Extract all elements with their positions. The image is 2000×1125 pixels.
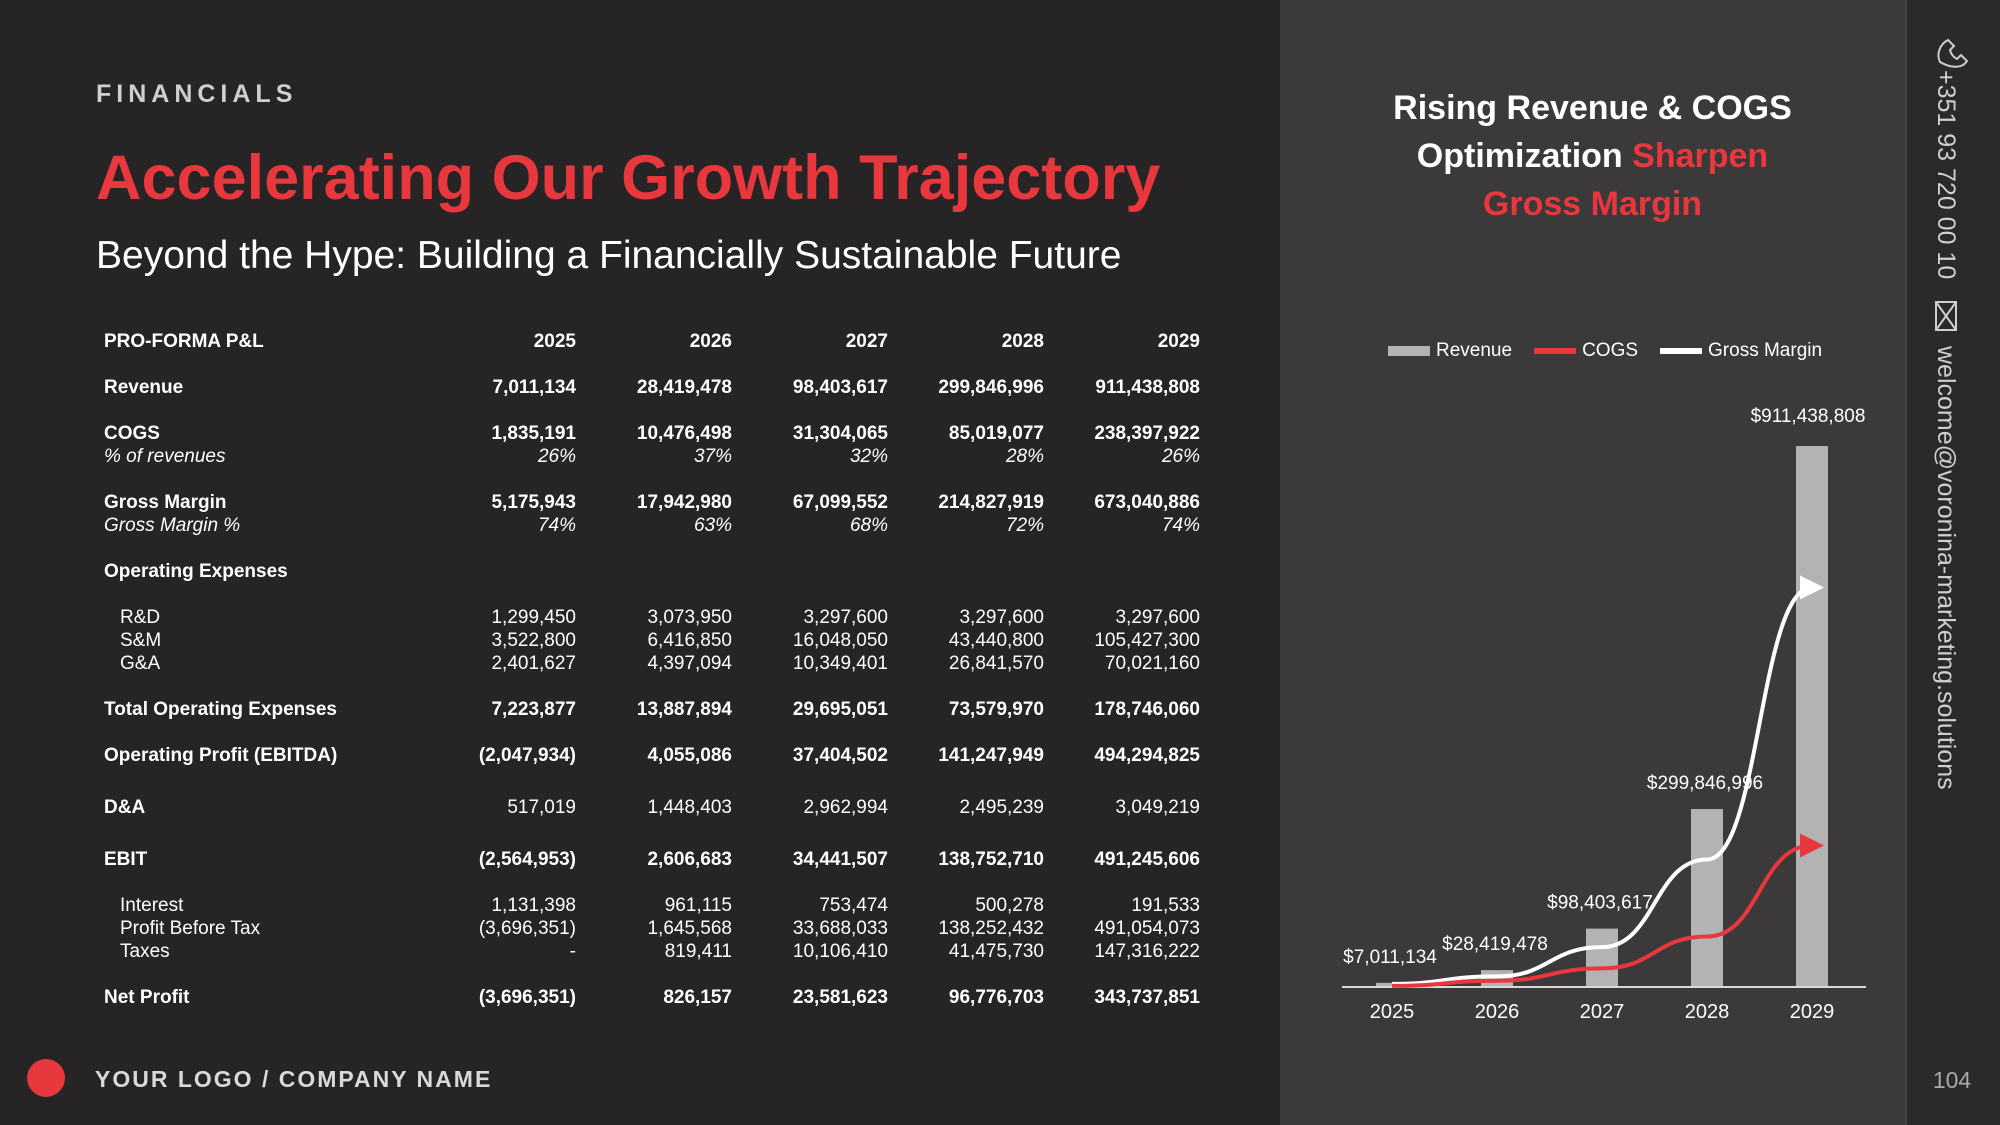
cell: 10,106,410 (792, 941, 888, 962)
cell: 138,752,710 (938, 849, 1044, 870)
chart-title-optimization: Optimization (1416, 137, 1623, 175)
cell: 4,397,094 (647, 653, 732, 674)
spacer-row (96, 583, 1208, 606)
chart-title-sharpen: Sharpen (1632, 137, 1769, 175)
mail-icon (1934, 300, 1958, 332)
cell: 819,411 (664, 941, 732, 962)
cell: 1,645,568 (647, 918, 732, 939)
cell: 2,495,239 (959, 797, 1044, 818)
x-tick-label: 2029 (1789, 1001, 1835, 1023)
cell: 74% (537, 515, 576, 536)
logo-circle (27, 1059, 65, 1097)
row-label: Interest (120, 895, 184, 916)
cell: 238,397,922 (1094, 423, 1200, 444)
table-row-ga (96, 652, 1208, 675)
cell: 3,073,950 (647, 607, 732, 628)
cell: 911,438,808 (1095, 377, 1200, 398)
cell: 3,049,219 (1115, 797, 1200, 818)
x-tick-label: 2026 (1474, 1001, 1520, 1023)
cell: 2,401,627 (491, 653, 576, 674)
revenue-bar (1691, 809, 1723, 987)
cell: 299,846,996 (938, 377, 1044, 398)
cell: 73,579,970 (948, 699, 1044, 720)
table-row-pbt (96, 917, 1208, 940)
row-label: Taxes (120, 941, 170, 962)
revenue-bar (1481, 970, 1513, 987)
cell: 2,606,683 (647, 849, 732, 870)
cell: 63% (693, 515, 732, 536)
spacer-row (96, 871, 1208, 894)
cell: 43,440,800 (948, 630, 1044, 651)
cell: 961,115 (664, 895, 732, 916)
table-row-da (96, 796, 1208, 819)
revenue-bar (1586, 929, 1618, 987)
year-header: 2028 (1001, 331, 1044, 352)
legend-label: COGS (1582, 340, 1639, 361)
row-label: R&D (120, 607, 161, 628)
table-row-sm (96, 629, 1208, 652)
cell: 10,476,498 (636, 423, 732, 444)
cell: 191,533 (1131, 895, 1200, 916)
data-label: $98,403,617 (1547, 892, 1653, 914)
table-row-total-opex (96, 698, 1208, 721)
cell: 32% (849, 446, 888, 467)
cell: 17,942,980 (636, 492, 732, 513)
row-label: COGS (104, 423, 160, 444)
row-label: Profit Before Tax (120, 918, 261, 939)
cell: (3,696,351) (478, 987, 576, 1008)
cell: 10,349,401 (792, 653, 888, 674)
cell: 343,737,851 (1094, 987, 1200, 1008)
cell: 29,695,051 (792, 699, 888, 720)
cell: 753,474 (819, 895, 888, 916)
row-label: D&A (104, 797, 146, 818)
year-header: 2029 (1157, 331, 1200, 352)
table-row-gross-margin (96, 491, 1208, 514)
cell: 98,403,617 (792, 377, 888, 398)
table-row-ebit (96, 848, 1208, 871)
table-row-net-profit (96, 986, 1208, 1009)
cell: 28,419,478 (636, 377, 732, 398)
row-label: EBIT (104, 849, 148, 870)
cell: 491,054,073 (1094, 918, 1200, 939)
row-label: Operating Profit (EBITDA) (104, 745, 338, 766)
x-tick-label: 2027 (1579, 1001, 1625, 1023)
page-number: 104 (1932, 1067, 1972, 1093)
spacer-row (96, 819, 1208, 848)
spacer-row (96, 353, 1208, 376)
section-label: FINANCIALS (96, 80, 298, 108)
spacer-row (96, 721, 1208, 744)
cell: (2,564,953) (478, 849, 576, 870)
spacer-row (96, 767, 1208, 796)
phone-icon (1934, 36, 1970, 70)
cell: 3,297,600 (803, 607, 888, 628)
cell: 26% (1161, 446, 1200, 467)
table-row-cogs (96, 422, 1208, 445)
cell: 7,223,877 (491, 699, 576, 720)
cell: 26,841,570 (948, 653, 1044, 674)
table-row-opex-heading (96, 560, 1208, 583)
cell: 5,175,943 (491, 492, 576, 513)
year-header: 2025 (533, 331, 576, 352)
cell: 28% (1005, 446, 1044, 467)
cell: 31,304,065 (792, 423, 888, 444)
table-row-ebitda (96, 744, 1208, 767)
cell: 2,962,994 (803, 797, 888, 818)
pl-table (96, 330, 1208, 1009)
row-label: Operating Expenses (104, 561, 288, 582)
cell: 67,099,552 (792, 492, 888, 513)
cell: 3,522,800 (491, 630, 576, 651)
revenue-bar (1796, 446, 1828, 987)
phone-number: +351 93 720 00 10 (1932, 70, 1960, 280)
legend-label: Revenue (1436, 340, 1513, 361)
cell: 1,448,403 (647, 797, 732, 818)
data-label: $911,438,808 (1750, 406, 1866, 427)
spacer-row (96, 468, 1208, 491)
data-label: $28,419,478 (1442, 934, 1548, 956)
table-heading: PRO-FORMA P&L (104, 331, 264, 352)
cell: 96,776,703 (948, 987, 1044, 1008)
cell: 105,427,300 (1094, 630, 1200, 651)
row-label: % of revenues (104, 446, 226, 467)
cell: 33,688,033 (792, 918, 888, 939)
table-row-interest (96, 894, 1208, 917)
cell: 491,245,606 (1094, 849, 1200, 870)
cell: 37,404,502 (792, 745, 888, 766)
page-subtitle: Beyond the Hype: Building a Financially Sustainable Future (96, 234, 1122, 277)
cell: 34,441,507 (792, 849, 888, 870)
cell: (3,696,351) (478, 918, 576, 939)
cell: 85,019,077 (948, 423, 1044, 444)
x-tick-label: 2028 (1684, 1001, 1730, 1023)
row-label: S&M (120, 630, 162, 651)
cell: 6,416,850 (647, 630, 732, 651)
cell: 7,011,134 (492, 377, 576, 398)
spacer-row (96, 537, 1208, 560)
cell: - (569, 941, 576, 962)
cell: 673,040,886 (1094, 492, 1200, 513)
company-logo-text: YOUR LOGO / COMPANY NAME (95, 1066, 493, 1092)
chart-title-line1: Rising Revenue & COGS (1393, 89, 1792, 127)
cell: 500,278 (975, 895, 1044, 916)
page-title: Accelerating Our Growth Trajectory (96, 143, 1161, 213)
cell: 3,297,600 (1115, 607, 1200, 628)
cell: 23,581,623 (792, 987, 888, 1008)
cell: 16,048,050 (792, 630, 888, 651)
cell: 517,019 (507, 797, 576, 818)
cell: 70,021,160 (1104, 653, 1200, 674)
cell: 13,887,894 (636, 699, 732, 720)
table-row-cogs-pct (96, 445, 1208, 468)
table-row-taxes (96, 940, 1208, 963)
cell: 826,157 (663, 987, 732, 1008)
row-label: G&A (120, 653, 161, 674)
year-header: 2027 (845, 331, 888, 352)
cell: 214,827,919 (938, 492, 1044, 513)
data-label: $299,846,996 (1646, 773, 1764, 795)
row-label: Net Profit (104, 987, 190, 1008)
email-address: welcome@voronina-marketing.solutions (1932, 346, 1960, 790)
year-header: 2026 (689, 331, 732, 352)
cell: 138,252,432 (938, 918, 1044, 939)
cell: 26% (537, 446, 576, 467)
cell: (2,047,934) (478, 745, 576, 766)
cell: 3,297,600 (959, 607, 1044, 628)
cell: 147,316,222 (1094, 941, 1200, 962)
table-row-revenue (96, 376, 1208, 399)
spacer-row (96, 675, 1208, 698)
cell: 74% (1161, 515, 1200, 536)
table-header-row (96, 330, 1208, 353)
cell: 494,294,825 (1094, 745, 1200, 766)
table-row-rd (96, 606, 1208, 629)
row-label: Gross Margin (104, 492, 227, 513)
cell: 4,055,086 (647, 745, 732, 766)
cell: 1,131,398 (491, 895, 576, 916)
row-label: Gross Margin % (104, 515, 241, 536)
spacer-row (96, 963, 1208, 986)
revenue-chart (1280, 0, 1905, 1125)
chart-title-gross-margin: Gross Margin (1482, 185, 1703, 223)
cell: 68% (849, 515, 888, 536)
cell: 1,835,191 (491, 423, 576, 444)
cell: 1,299,450 (491, 607, 576, 628)
cell: 141,247,949 (938, 745, 1044, 766)
spacer-row (96, 399, 1208, 422)
cell: 72% (1005, 515, 1044, 536)
data-label: $7,011,134 (1343, 946, 1437, 968)
cell: 41,475,730 (948, 941, 1044, 962)
cell: 37% (693, 446, 732, 467)
row-label: Total Operating Expenses (104, 699, 337, 720)
cell: 178,746,060 (1094, 699, 1200, 720)
row-label: Revenue (104, 377, 184, 398)
x-tick-label: 2025 (1369, 1001, 1415, 1023)
table-row-gross-margin-pct (96, 514, 1208, 537)
legend-label: Gross Margin (1708, 340, 1823, 361)
